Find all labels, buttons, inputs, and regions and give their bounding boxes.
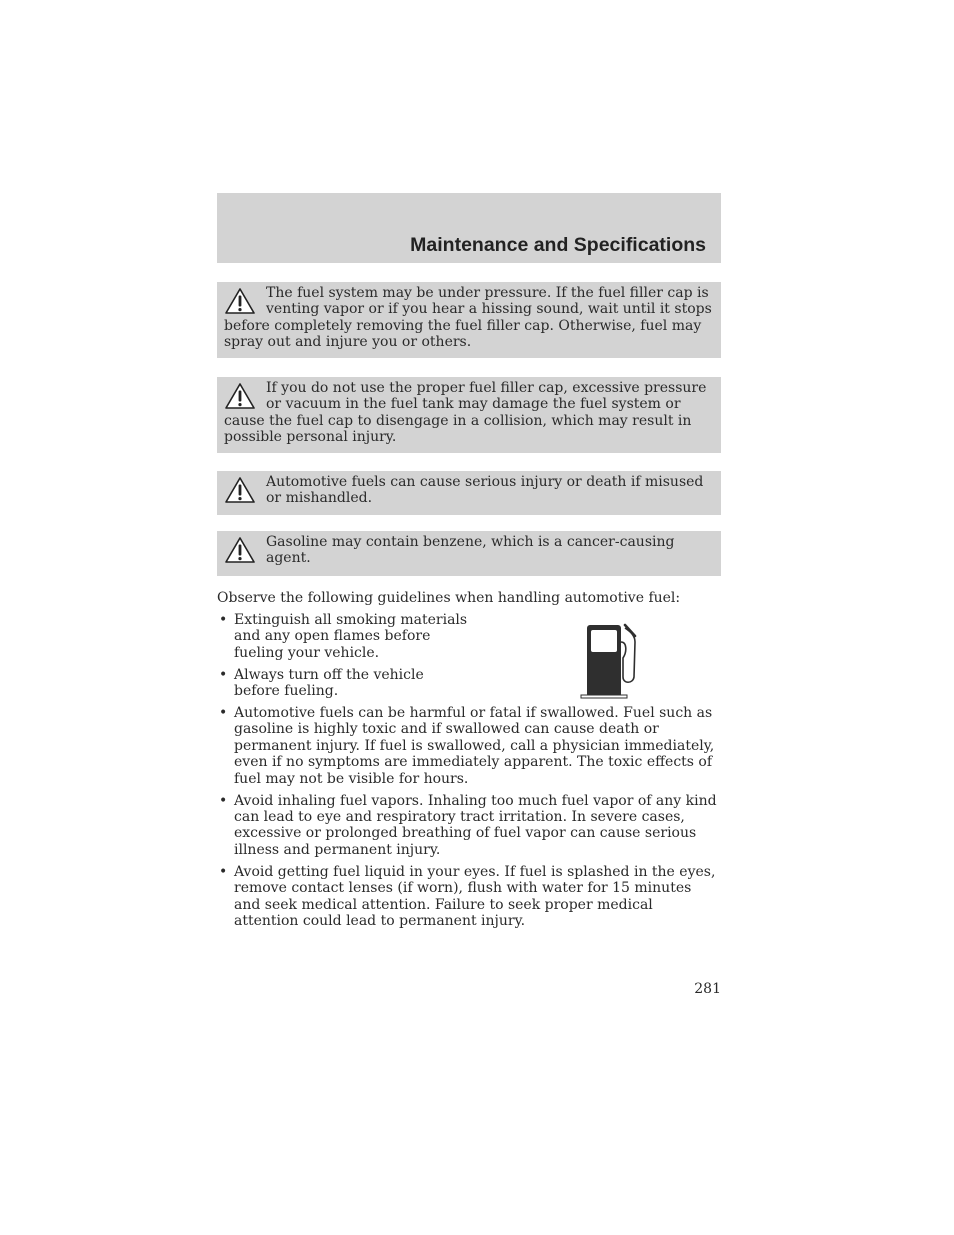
- intro-text: Observe the following guidelines when handling automotive fuel:: [217, 590, 681, 606]
- list-item: • Avoid inhaling fuel vapors. Inhaling too much fuel vapor of any kind can lead to eye and respiratory tract irritation. In severe cases, excessive or prolonged breathing of fuel vapor can cause serious illness and permanent injury.: [217, 793, 721, 859]
- page-number: 281: [694, 981, 721, 997]
- list-item: • Avoid getting fuel liquid in your eyes. If fuel is splashed in the eyes, remove contact lenses (if worn), flush with water for 15 minutes and seek medical attention. Failure to seek proper medical attention could lead to permanent injury.: [217, 864, 721, 930]
- header-band: [217, 193, 721, 263]
- warning-box: [217, 471, 721, 515]
- warning-box: [217, 377, 721, 453]
- warning-text: Gasoline may contain benzene, which is a cancer-causing agent.: [266, 534, 675, 567]
- fuel-pump-icon: [579, 622, 641, 700]
- warning-triangle-icon: [224, 536, 256, 564]
- warning-box: [217, 531, 721, 576]
- list-item: • Extinguish all smoking materials and any open flames before fueling your vehicle.: [217, 612, 474, 661]
- guideline-list: [217, 612, 721, 935]
- warning-triangle-icon: [224, 476, 256, 504]
- page-title: Maintenance and Specifications: [410, 234, 706, 256]
- list-item: • Automotive fuels can be harmful or fatal if swallowed. Fuel such as gasoline is highly toxic and if swallowed can cause death or permanent injury. If fuel is swallowed, call a physician immediately, even if no symptoms are immediately apparent. The toxic effects of fuel may not be visible for hours.: [217, 705, 721, 787]
- warning-text: If you do not use the proper fuel filler cap, excessive pressure or vacuum in the fuel tank may damage the fuel system or cause the fuel cap to disengage in a collision, which may result in possible personal injury.: [224, 380, 707, 446]
- warning-text: The fuel system may be under pressure. If the fuel filler cap is venting vapor or if you hear a hissing sound, wait until it stops before completely removing the fuel filler cap. Otherwise, fuel may spray out and injure you or others.: [224, 285, 712, 351]
- list-item: • Always turn off the vehicle before fueling.: [217, 667, 474, 700]
- warning-triangle-icon: [224, 287, 256, 315]
- warning-triangle-icon: [224, 382, 256, 410]
- warning-text: Automotive fuels can cause serious injury or death if misused or mishandled.: [266, 474, 704, 507]
- warning-box: [217, 282, 721, 358]
